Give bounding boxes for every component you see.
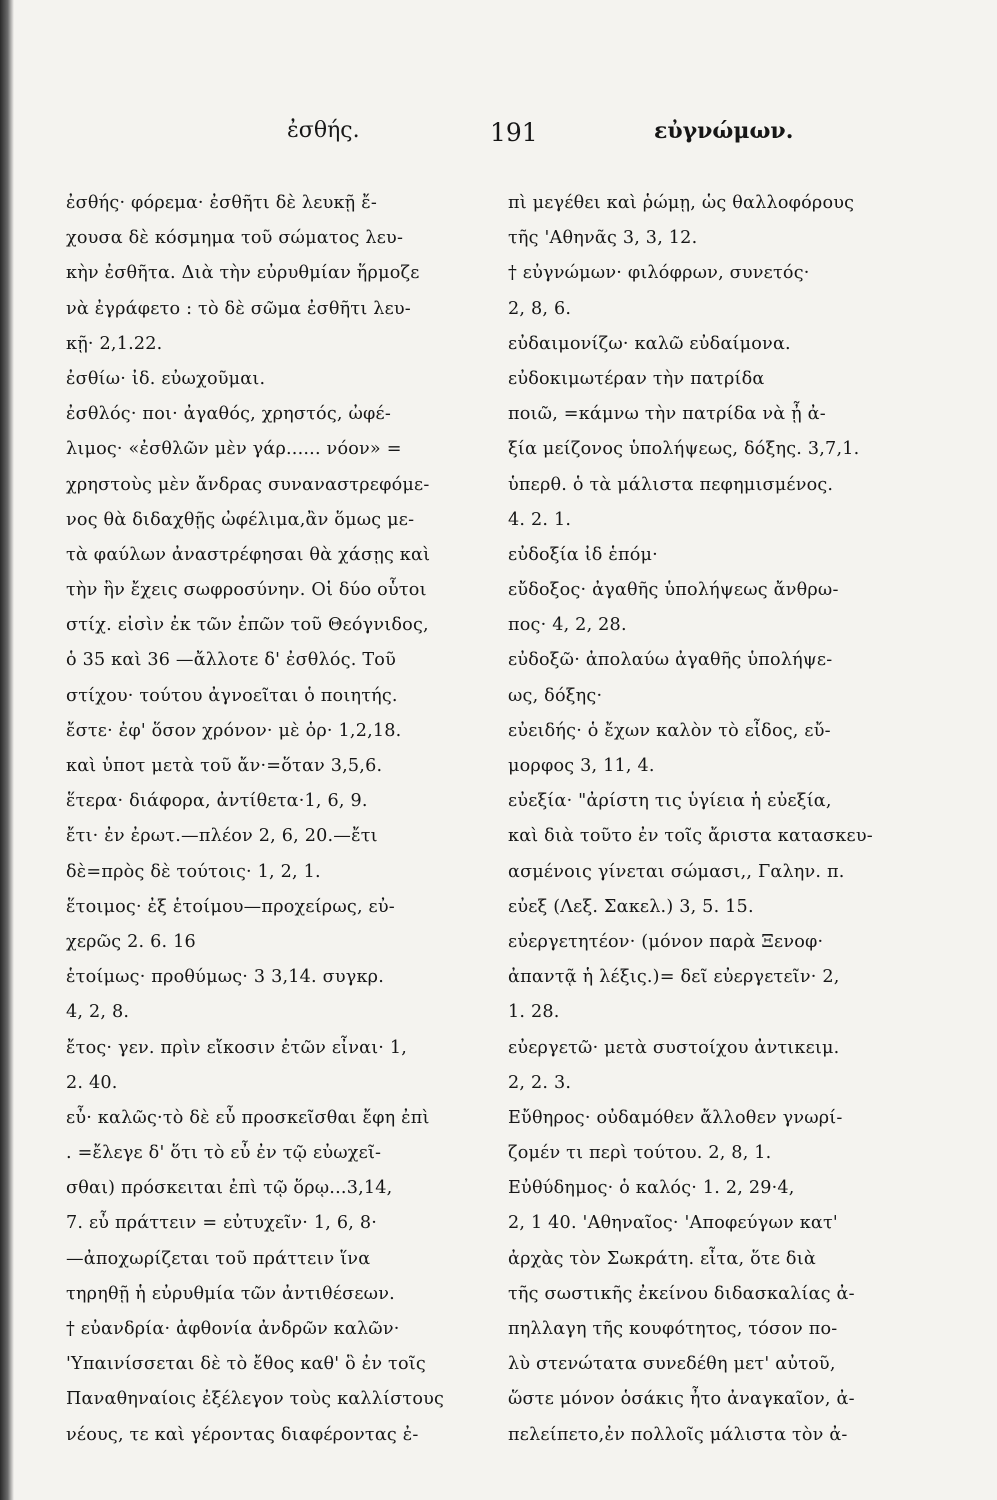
text-line: νέους, τε καὶ γέροντας διαφέροντας ἐ- [66, 1424, 419, 1445]
text-line: ἀρχὰς τὸν Σωκράτη. εἶτα, ὅτε διὰ [508, 1248, 816, 1269]
text-line: ἀπαντᾷ ἡ λέξις.)= δεῖ εὐεργετεῖν· 2, [508, 967, 840, 988]
text-line: ὥστε μόνον ὁσάκις ἦτο ἀναγκαῖον, ἀ- [508, 1389, 855, 1410]
text-line: 'Υπαινίσσεται δὲ τὸ ἔθος καθ' ὃ ἐν τοῖς [66, 1354, 426, 1375]
text-line: καὶ διὰ τοῦτο ἐν τοῖς ἄριστα κατασκευ- [508, 826, 873, 847]
text-line: νὰ ἐγράφετο : τὸ δὲ σῶμα ἐσθῆτι λευ- [66, 298, 411, 319]
left-column [66, 186, 506, 1453]
text-line: εὐεργετητέον· (μόνον παρὰ Ξενοφ· [508, 931, 824, 952]
text-line: τῆς 'Αθηνᾶς 3, 3, 12. [508, 228, 698, 249]
text-line: Εὔθηρος· οὐδαμόθεν ἄλλοθεν γνωρί- [508, 1107, 843, 1128]
text-line: ασμένοις γίνεται σώμασι,, Γαλην. π. [508, 861, 845, 882]
text-line: χερῶς 2. 6. 16 [66, 931, 196, 952]
text-line: χουσα δὲ κόσμημα τοῦ σώματος λευ- [66, 228, 404, 249]
text-line: εὐεξία· "ἀρίστη τις ὑγίεια ἡ εὐεξία, [508, 791, 832, 812]
text-line: ξία μείζονος ὑπολήψεως, δόξης. 3,7,1. [508, 439, 860, 460]
text-line: νος θὰ διδαχθῇς ὠφέλιμα,ἂν ὅμως με- [66, 509, 415, 530]
text-line: ἐσθής· φόρεμα· ἐσθῆτι δὲ λευκῇ ἔ- [66, 193, 378, 213]
text-line: † εὐανδρία· ἀφθονία ἀνδρῶν καλῶν· [66, 1319, 400, 1339]
text-line: 1. 28. [508, 1002, 560, 1023]
text-line: Εὐθύδημος· ὁ καλός· 1. 2, 29·4, [508, 1178, 795, 1199]
text-line: λιμος· «ἐσθλῶν μὲν γάρ...... νόον» = [66, 439, 402, 460]
text-line: —ἀποχωρίζεται τοῦ πράττειν ἵνα [66, 1248, 371, 1269]
text-line: ὑπερθ. ὁ τὰ μάλιστα πεφημισμένος. [508, 474, 834, 495]
text-line: πὶ μεγέθει καὶ ῥώμῃ, ὡς θαλλοφόρους [508, 193, 855, 213]
header-left-word: ἐσθής. [287, 118, 360, 143]
text-line: κὴν ἐσθῆτα. Διὰ τὴν εὐρυθμίαν ἥρμοζε [66, 263, 420, 284]
text-line: εὐδοκιμωτέραν τὴν πατρίδα [508, 368, 765, 389]
running-header [0, 118, 997, 158]
text-line: 4. 2. 1. [508, 509, 572, 530]
text-line: † εὐγνώμων· φιλόφρων, συνετός· [508, 263, 810, 284]
text-line: πελείπετο,ἐν πολλοῖς μάλιστα τὸν ἀ- [508, 1424, 848, 1445]
text-line: εὐεξ (Λεξ. Σακελ.) 3, 5. 15. [508, 896, 754, 917]
text-line: ἑτοίμως· προθύμως· 3 3,14. συγκρ. [66, 967, 384, 988]
text-line: 4, 2, 8. [66, 1002, 130, 1023]
text-line: 2, 8, 6. [508, 298, 572, 319]
text-line: ως, δόξης· [508, 685, 603, 706]
text-line: λὺ στενώτατα συνεδέθη μετ' αὐτοῦ, [508, 1354, 836, 1375]
text-line: ἔτι· ἐν ἐρωτ.—πλέον 2, 6, 20.—ἔτι [66, 826, 378, 847]
text-line: ἔτος· γεν. πρὶν εἴκοσιν ἐτῶν εἶναι· 1, [66, 1037, 408, 1058]
text-line: πος· 4, 2, 28. [508, 615, 627, 636]
text-line: κῇ· 2,1.22. [66, 333, 163, 354]
page-gutter-shadow [0, 0, 14, 1500]
text-line: τὴν ἣν ἔχεις σωφροσύνην. Οἱ δύο οὗτοι [66, 580, 427, 601]
text-line: . =ἔλεγε δ' ὅτι τὸ εὖ ἐν τῷ εὐωχεῖ- [66, 1143, 382, 1164]
text-line: εὔδοξος· ἀγαθῆς ὑπολήψεως ἄνθρω- [508, 580, 839, 601]
text-line: χρηστοὺς μὲν ἄνδρας συναναστρεφόμε- [66, 474, 430, 495]
text-line: στίχ. εἰσὶν ἐκ τῶν ἐπῶν τοῦ Θεόγνιδος, [66, 615, 429, 636]
text-line: στίχου· τούτου ἀγνοεῖται ὁ ποιητής. [66, 685, 398, 706]
text-line: μορφος 3, 11, 4. [508, 756, 655, 776]
header-right-word: εὐγνώμων. [654, 118, 794, 144]
text-line: ἐσθίω· ἰδ. εὐωχοῦμαι. [66, 368, 266, 389]
text-line: τὰ φαύλων ἀναστρέφησαι θὰ χάσῃς καὶ [66, 544, 431, 565]
text-line: Παναθηναίοις ἐξέλεγον τοὺς καλλίστους [66, 1389, 445, 1410]
text-line: ἕτερα· διάφορα, ἀντίθετα·1, 6, 9. [66, 791, 368, 812]
text-line: 7. εὖ πράττειν = εὐτυχεῖν· 1, 6, 8· [66, 1213, 378, 1234]
text-line: εὐδοξῶ· ἀπολαύω ἀγαθῆς ὑπολήψε- [508, 650, 833, 671]
text-line: 2, 2. 3. [508, 1072, 572, 1093]
text-line: εὐειδής· ὁ ἔχων καλὸν τὸ εἶδος, εὔ- [508, 720, 831, 741]
text-line: 2. 40. [66, 1072, 118, 1093]
text-line: ἔστε· ἐφ' ὅσον χρόνον· μὲ ὁρ· 1,2,18. [66, 720, 402, 741]
text-line: ζομέν τι περὶ τούτου. 2, 8, 1. [508, 1143, 772, 1164]
text-line: καὶ ὑποτ μετὰ τοῦ ἄν·=ὅταν 3,5,6. [66, 756, 383, 776]
text-line: πηλλαγη τῆς κουφότητος, τόσον πο- [508, 1319, 838, 1339]
text-line: ἐσθλός· ποι· ἀγαθός, χρηστός, ὠφέ- [66, 404, 392, 425]
text-line: ὁ 35 καὶ 36 —ἄλλοτε δ' ἐσθλός. Τοῦ [66, 650, 396, 671]
text-line: 2, 1 40. 'Αθηναῖος· 'Αποφεύγων κατ' [508, 1213, 838, 1234]
page-number: 191 [490, 118, 538, 147]
text-line: ἕτοιμος· ἐξ ἑτοίμου—προχείρως, εὐ- [66, 896, 395, 917]
right-column [508, 186, 938, 1453]
text-line: ποιῶ, =κάμνω τὴν πατρίδα νὰ ᾖ ἀ- [508, 404, 826, 425]
text-line: εὖ· καλῶς·τὸ δὲ εὖ προσκεῖσθαι ἔφη ἐπὶ [66, 1107, 430, 1128]
text-line: τηρηθῇ ἡ εὐρυθμία τῶν ἀντιθέσεων. [66, 1283, 395, 1304]
text-line: δὲ=πρὸς δὲ τούτοις· 1, 2, 1. [66, 861, 321, 882]
text-line: σθαι) πρόσκειται ἐπὶ τῷ ὅρῳ...3,14, [66, 1178, 393, 1199]
text-line: εὐεργετῶ· μετὰ συστοίχου ἀντικειμ. [508, 1037, 840, 1058]
text-line: τῆς σωστικῆς ἐκείνου διδασκαλίας ἀ- [508, 1283, 855, 1304]
text-line: εὐδαιμονίζω· καλῶ εὐδαίμονα. [508, 333, 791, 354]
text-line: εὐδοξία ἰδ ἑπόμ· [508, 544, 658, 565]
